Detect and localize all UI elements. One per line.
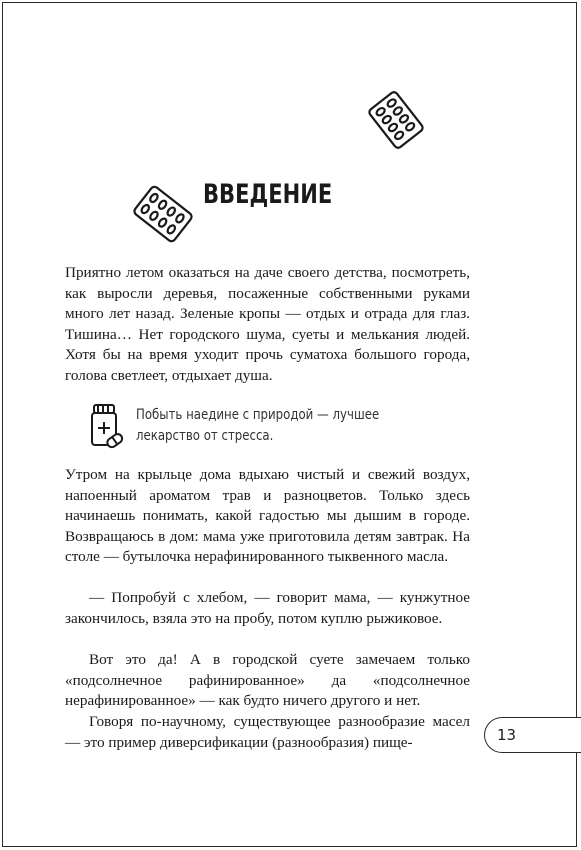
- page-number-tab: [484, 717, 581, 753]
- page-title: ВВЕДЕНИЕ: [202, 179, 333, 211]
- paragraph: Вот это да! А в городской суете замечаем только «подсолнечное рафинированное» да «подсолнечное нерафинированное» — как будто ничего другого и нет.: [65, 651, 470, 709]
- paragraph: Говоря по-научному, существующее разнообразие масел — это пример диверсификации (разнообразия) пище-: [65, 713, 470, 751]
- paragraph: Утром на крыльце дома вдыхаю чистый и свежий воздух, напоенный ароматом трав и разноцветов. Только здесь начинаешь понимать, какой гадостью мы дышим в городе. Возвращаюсь в дом: мама уже приготовила детям завтрак. На столе — бутылочка нерафинированного тыквенного масла.: [65, 466, 470, 565]
- pill-blister-icon: [132, 183, 194, 245]
- paragraph: — Попробуй с хлебом, — говорит мама, — кунжутное закончилось, взяла это на пробу, потом куплю рыжиковое.: [65, 589, 470, 627]
- callout-note: Побыть наедине с природой — лучшее лекарство от стресса.: [136, 407, 380, 444]
- paragraph: Приятно летом оказаться на даче своего детства, посмотреть, как выросли деревья, посаженные собственными руками много лет назад. Зеленые кропы — отдых и отрада для глаз. Тишина… Нет городского шума, суеты и мелькания людей. Хотя бы на время уходит прочь суматоха большого города, голова светлеет, отдыхает душа.: [65, 264, 470, 384]
- page-number: 13: [497, 726, 517, 744]
- medicine-bottle-icon: [88, 403, 124, 449]
- pill-blister-icon: [366, 90, 426, 150]
